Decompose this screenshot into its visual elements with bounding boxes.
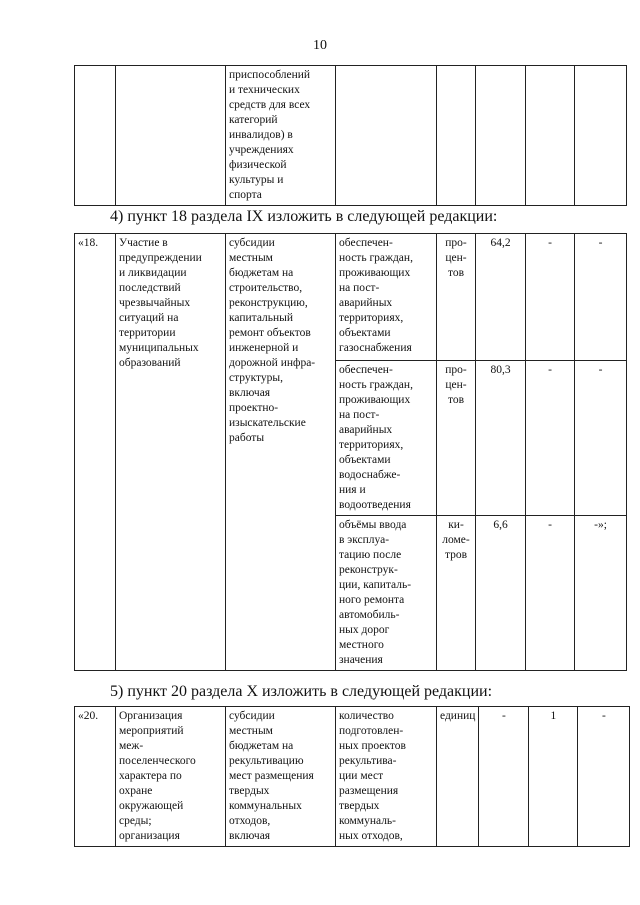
page-number: 10: [313, 38, 327, 53]
col7: -: [526, 516, 575, 671]
value: -: [479, 707, 529, 847]
value: 80,3: [476, 361, 526, 516]
unit: ки- ломе- тров: [437, 516, 476, 671]
item-form: субсидии местным бюджетам на строительство, реконструкцию, капитальный ремонт объектов инженерной и дорожной инфра- структуры, включая проектно- изыскательские работы: [226, 234, 336, 671]
cell-unit: [437, 66, 476, 206]
col7: -: [526, 234, 575, 361]
amendment-heading-5: 5) пункт 20 раздела X изложить в следующей редакции:: [110, 683, 493, 700]
cell-form: приспособлений и технических средств для всех категорий инвалидов) в учреждениях физической культуры и спорта: [226, 66, 336, 206]
cell-col8: [575, 66, 627, 206]
unit: единиц: [437, 707, 479, 847]
col8: -: [578, 707, 630, 847]
table-row: [75, 707, 630, 847]
unit: про- цен- тов: [437, 361, 476, 516]
indicator: количество подготовлен- ных проектов рекультива- ции мест размещения твердых коммуналь- ных отходов,: [336, 707, 437, 847]
indicator: обеспечен- ность граждан, проживающих на пост- аварийных территориях, объектами газоснабжения: [336, 234, 437, 361]
col8: -: [575, 234, 627, 361]
item-event: Организация мероприятий меж- поселенческого характера по охране окружающей среды; организация: [116, 707, 226, 847]
table-item-18: [74, 233, 627, 671]
table-row: [75, 234, 627, 361]
indicator: обеспечен- ность граждан, проживающих на пост- аварийных территориях, объектами водоснабже- ния и водоотведения: [336, 361, 437, 516]
item-form: субсидии местным бюджетам на рекультивацию мест размещения твердых коммунальных отходов, включая: [226, 707, 336, 847]
cell-number: [75, 66, 116, 206]
col8: -»;: [575, 516, 627, 671]
cell-event: [116, 66, 226, 206]
cell-indicator: [336, 66, 437, 206]
col7: 1: [529, 707, 578, 847]
amendment-heading-4: 4) пункт 18 раздела IX изложить в следующей редакции:: [110, 208, 498, 225]
item-event: Участие в предупреждении и ликвидации последствий чрезвычайных ситуаций на территории муниципальных образований: [116, 234, 226, 671]
col7: -: [526, 361, 575, 516]
unit: про- цен- тов: [437, 234, 476, 361]
value: 64,2: [476, 234, 526, 361]
item-number: «18.: [75, 234, 116, 671]
indicator: объёмы ввода в эксплуа- тацию после реконструк- ции, капиталь- ного ремонта автомобиль- ных дорог местного значения: [336, 516, 437, 671]
cell-col7: [526, 66, 575, 206]
value: 6,6: [476, 516, 526, 671]
cell-value: [476, 66, 526, 206]
col8: -: [575, 361, 627, 516]
item-number: «20.: [75, 707, 116, 847]
table-row: [75, 66, 627, 206]
table-continuation: [74, 65, 627, 206]
table-item-20: [74, 706, 630, 847]
